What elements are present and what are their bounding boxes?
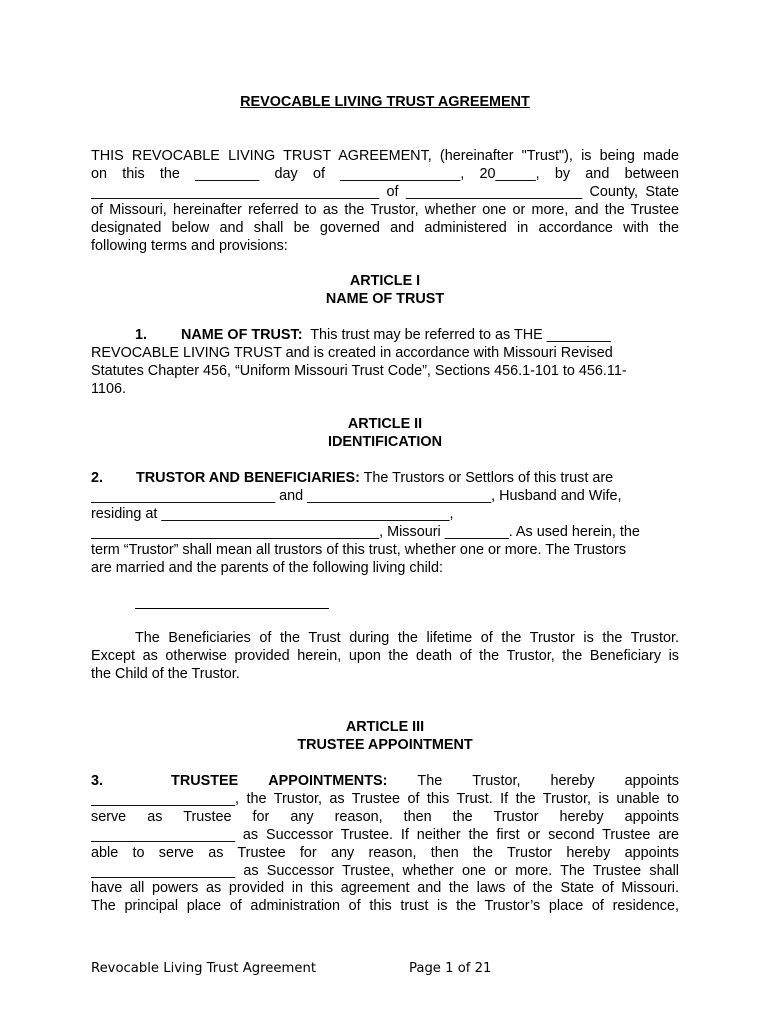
article-1-heading: ARTICLE I — [349, 273, 421, 289]
article-1-subheading: NAME OF TRUST — [325, 291, 445, 307]
intro-line: designated below and shall be governed and administered in accordance with the — [91, 219, 679, 236]
section-line: serve as Trustee for any reason, then the Trustor hereby appoints — [91, 808, 679, 825]
section-line: able to serve as Trustee for any reason, then the Trustor hereby appoints — [91, 844, 679, 861]
section-line: have all powers as provided in this agreement and the laws of the State of Missouri. — [91, 880, 679, 897]
article-2-section — [91, 470, 679, 577]
section-label-word-1: TRUSTEE — [171, 773, 239, 789]
article-2-subheading: IDENTIFICATION — [327, 434, 443, 450]
section-text-word-4: appoints — [624, 773, 679, 789]
section-text-word-2: Trustor, — [472, 773, 521, 789]
section-line: residing at ____________________________________, — [91, 505, 454, 522]
footer-document-title: Revocable Living Trust Agreement — [91, 961, 316, 976]
section-label: NAME OF TRUST: — [181, 327, 303, 343]
intro-paragraph — [91, 148, 679, 255]
intro-line: on this the ________ day of _______________, 20_____, by and between — [91, 165, 679, 182]
section-1-first-line — [91, 327, 679, 345]
section-text: The Trustors or Settlors of this trust are — [363, 470, 614, 486]
document-title: REVOCABLE LIVING TRUST AGREEMENT — [240, 94, 530, 110]
section-text: This trust may be referred to as THE ________ — [310, 327, 611, 343]
section-line: term “Trustor” shall mean all trustors of this trust, whether one or more. The Trustors — [91, 541, 627, 558]
article-3-section — [91, 773, 679, 916]
intro-line: of Missouri, hereinafter referred to as the Trustor, whether one or more, and the Trustee — [91, 201, 679, 218]
section-line: ____________________________________, Missouri ________. As used herein, the — [91, 523, 640, 540]
section-line: __________________ as Successor Trustee. If neither the first or second Trustee are — [91, 826, 679, 843]
section-label: TRUSTOR AND BENEFICIARIES: — [136, 470, 360, 486]
intro-line: THIS REVOCABLE LIVING TRUST AGREEMENT, (hereinafter "Trust"), is being made — [91, 148, 679, 164]
article-3-heading: ARTICLE III — [345, 719, 425, 735]
section-line: __________________ as Successor Trustee, whether one or more. The Trustee shall — [91, 862, 679, 879]
section-line: Statutes Chapter 456, “Uniform Missouri Trust Code”, Sections 456.1-101 to 456.11- — [91, 362, 627, 379]
section-text-word-1: The — [417, 773, 443, 789]
section-line: 1106. — [91, 380, 126, 397]
section-line: The principal place of administration of this trust is the Trustor’s place of residence, — [91, 898, 679, 915]
section-line: __________________, the Trustor, as Trustee of this Trust. If the Trustor, is unable to — [91, 790, 679, 807]
section-number: 3. — [91, 773, 104, 789]
section-number: 1. — [135, 327, 148, 343]
section-2-first-line — [91, 470, 679, 488]
beneficiaries-line: The Beneficiaries of the Trust during the lifetime of the Trustor is the Trustor. — [135, 630, 679, 646]
section-number: 2. — [91, 470, 104, 486]
beneficiaries-line: Except as otherwise provided herein, upon the death of the Trustor, the Beneficiary is — [91, 647, 679, 664]
intro-line: following terms and provisions: — [91, 237, 288, 254]
section-line: are married and the parents of the following living child: — [91, 559, 443, 576]
article-3-subheading: TRUSTEE APPOINTMENT — [297, 737, 473, 753]
section-label-word-2: APPOINTMENTS: — [268, 773, 388, 789]
section-line: REVOCABLE LIVING TRUST and is created in accordance with Missouri Revised — [91, 344, 613, 361]
beneficiaries-line: the Child of the Trustor. — [91, 665, 240, 682]
beneficiaries-paragraph — [91, 630, 679, 684]
section-text-word-3: hereby — [550, 773, 595, 789]
article-2-heading: ARTICLE II — [347, 416, 423, 432]
footer-page-number: Page 1 of 21 — [409, 961, 492, 976]
section-line: _______________________ and _______________________, Husband and Wife, — [91, 487, 622, 504]
child-name-blank-line — [135, 608, 329, 609]
intro-line: ____________________________________ of ______________________ County, State — [91, 183, 679, 200]
article-1-section — [91, 327, 679, 399]
section-3-first-line — [91, 773, 679, 791]
